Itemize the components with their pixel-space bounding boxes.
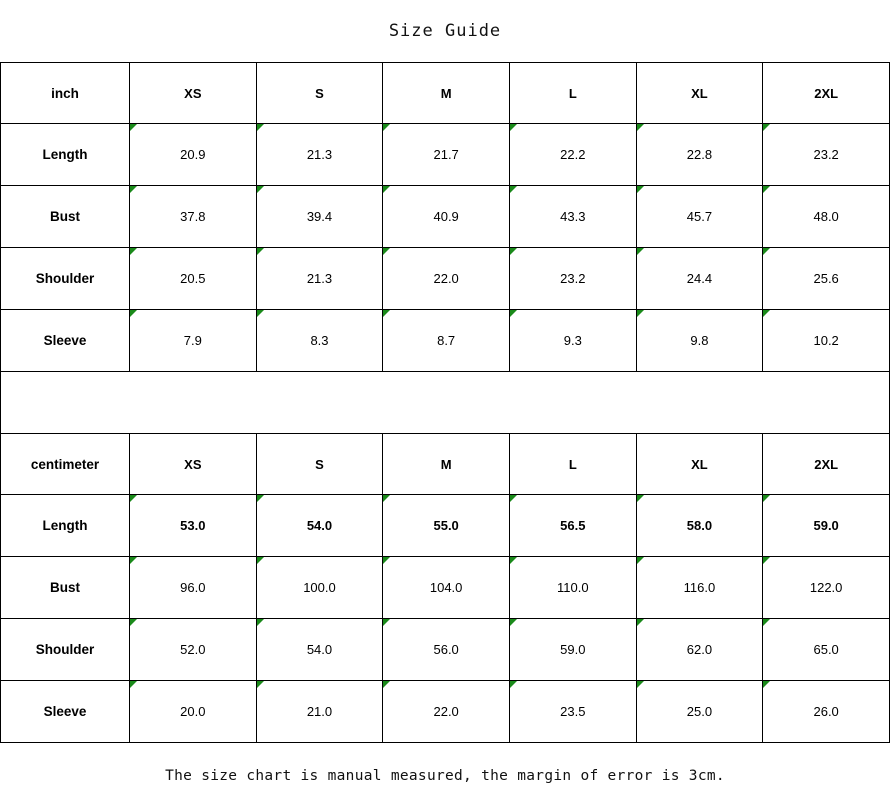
cell-bust-xs: 37.8 [130, 186, 257, 248]
size-header-xs: XS [130, 434, 257, 495]
size-table-centimeter-body [1, 434, 890, 743]
size-header-m: M [383, 63, 510, 124]
table-row [1, 186, 890, 248]
measurement-disclaimer: The size chart is manual measured, the margin of error is 3cm. [165, 768, 725, 784]
table-row [1, 557, 890, 619]
table-row [1, 310, 890, 372]
row-label-bust: Bust [1, 186, 130, 248]
cell-shoulder-xl: 24.4 [636, 248, 763, 310]
cell-shoulder-l: 59.0 [509, 619, 636, 681]
cell-length-m: 21.7 [383, 124, 510, 186]
cell-length-s: 21.3 [256, 124, 383, 186]
cell-sleeve-xl: 9.8 [636, 310, 763, 372]
cell-length-xl: 22.8 [636, 124, 763, 186]
cell-sleeve-l: 9.3 [509, 310, 636, 372]
cell-sleeve-xl: 25.0 [636, 681, 763, 743]
size-header-2xl: 2XL [763, 63, 890, 124]
row-label-sleeve: Sleeve [1, 310, 130, 372]
row-label-length: Length [1, 495, 130, 557]
size-header-l: L [509, 434, 636, 495]
cell-sleeve-s: 21.0 [256, 681, 383, 743]
row-label-bust: Bust [1, 557, 130, 619]
cell-shoulder-l: 23.2 [509, 248, 636, 310]
cell-shoulder-2xl: 25.6 [763, 248, 890, 310]
size-header-m: M [383, 434, 510, 495]
cell-sleeve-l: 23.5 [509, 681, 636, 743]
cell-bust-xs: 96.0 [130, 557, 257, 619]
cell-length-xl: 58.0 [636, 495, 763, 557]
table-header-row [1, 434, 890, 495]
cell-bust-2xl: 122.0 [763, 557, 890, 619]
cell-length-2xl: 59.0 [763, 495, 890, 557]
cell-length-xs: 53.0 [130, 495, 257, 557]
row-label-shoulder: Shoulder [1, 619, 130, 681]
size-header-2xl: 2XL [763, 434, 890, 495]
cell-sleeve-m: 8.7 [383, 310, 510, 372]
cell-sleeve-2xl: 10.2 [763, 310, 890, 372]
size-header-l: L [509, 63, 636, 124]
cell-length-xs: 20.9 [130, 124, 257, 186]
size-header-s: S [256, 63, 383, 124]
size-table-inch-body [1, 63, 890, 372]
cell-sleeve-xs: 20.0 [130, 681, 257, 743]
row-label-length: Length [1, 124, 130, 186]
cell-length-m: 55.0 [383, 495, 510, 557]
unit-header-inch: inch [1, 63, 130, 124]
cell-shoulder-m: 56.0 [383, 619, 510, 681]
cell-length-l: 56.5 [509, 495, 636, 557]
unit-header-centimeter: centimeter [1, 434, 130, 495]
table-row [1, 495, 890, 557]
row-label-shoulder: Shoulder [1, 248, 130, 310]
table-row [1, 619, 890, 681]
cell-bust-l: 110.0 [509, 557, 636, 619]
cell-bust-m: 40.9 [383, 186, 510, 248]
cell-length-2xl: 23.2 [763, 124, 890, 186]
size-header-xs: XS [130, 63, 257, 124]
row-label-sleeve: Sleeve [1, 681, 130, 743]
cell-bust-s: 100.0 [256, 557, 383, 619]
size-header-xl: XL [636, 434, 763, 495]
cell-shoulder-s: 21.3 [256, 248, 383, 310]
cell-length-l: 22.2 [509, 124, 636, 186]
cell-shoulder-m: 22.0 [383, 248, 510, 310]
size-header-s: S [256, 434, 383, 495]
size-header-xl: XL [636, 63, 763, 124]
table-separator [0, 372, 890, 433]
table-row [1, 248, 890, 310]
cell-shoulder-xs: 20.5 [130, 248, 257, 310]
cell-shoulder-xs: 52.0 [130, 619, 257, 681]
cell-length-s: 54.0 [256, 495, 383, 557]
cell-bust-xl: 45.7 [636, 186, 763, 248]
size-table-centimeter [0, 433, 890, 743]
cell-bust-s: 39.4 [256, 186, 383, 248]
cell-shoulder-2xl: 65.0 [763, 619, 890, 681]
cell-sleeve-m: 22.0 [383, 681, 510, 743]
cell-bust-l: 43.3 [509, 186, 636, 248]
cell-sleeve-xs: 7.9 [130, 310, 257, 372]
cell-shoulder-s: 54.0 [256, 619, 383, 681]
table-row [1, 681, 890, 743]
page-title: Size Guide [388, 21, 502, 41]
cell-sleeve-s: 8.3 [256, 310, 383, 372]
size-table-inch [0, 62, 890, 372]
table-row [1, 124, 890, 186]
cell-bust-xl: 116.0 [636, 557, 763, 619]
table-header-row [1, 63, 890, 124]
cell-sleeve-2xl: 26.0 [763, 681, 890, 743]
cell-bust-2xl: 48.0 [763, 186, 890, 248]
cell-bust-m: 104.0 [383, 557, 510, 619]
cell-shoulder-xl: 62.0 [636, 619, 763, 681]
